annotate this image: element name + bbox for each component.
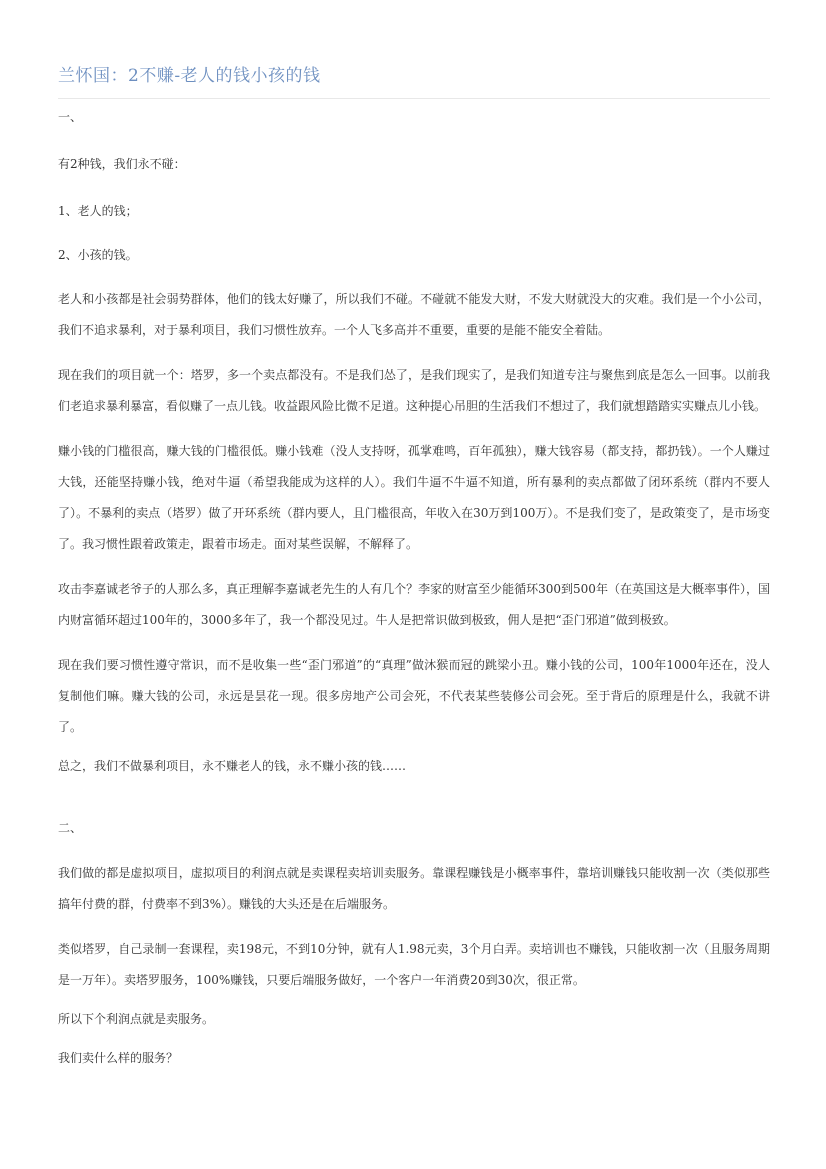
paragraph: 我们卖什么样的服务？: [58, 1051, 179, 1065]
paragraph: 我们做的都是虚拟项目，虚拟项目的利润点就是卖课程卖培训卖服务。靠课程赚钱是小概率事件，靠培训赚钱只能收割一次（类似那些搞年付费的群，付费率不到3%）。赚钱的大头还是在后端服务。: [58, 866, 770, 911]
paragraph: 赚小钱的门槛很高，赚大钱的门槛很低。赚小钱难（没人支持呀，孤掌难鸣，百年孤独），赚大钱容易（都支持，都扔钱）。一个人赚过大钱，还能坚持赚小钱，绝对牛逼（希望我能成为这样的人）。我们牛逼不牛逼不知道，所有暴利的卖点都做了闭环系统（群内不要人了）。不暴利的卖点（塔罗）做了开环系统（群内要人，且门槛很高，年收入在30万到100万）。不是我们变了，是政策变了，是市场变了。我习惯性跟着政策走，跟着市场走。面对某些误解，不解释了。: [58, 444, 770, 551]
paragraph: 现在我们要习惯性遵守常识，而不是收集一些“歪门邪道”的“真理”做沐猴而冠的跳梁小丑。赚小钱的公司，100年1000年还在，没人复制他们嘛。赚大钱的公司，永远是昙花一现。很多房地产公司会死，不代表某些装修公司会死。至于背后的原理是什么，我就不讲了。: [58, 658, 770, 734]
document-page: [58, 0, 770, 1074]
paragraph: 类似塔罗，自己录制一套课程，卖198元，不到10分钟，就有人1.98元卖，3个月白弄。卖培训也不赚钱，只能收割一次（且服务周期是一万年）。卖塔罗服务，100%赚钱，只要后端服务做好，一个客户一年消费20到30次，很正常。: [58, 942, 770, 987]
paragraph: 攻击李嘉诚老爷子的人那么多，真正理解李嘉诚老先生的人有几个？李家的财富至少能循环300到500年（在英国这是大概率事件），国内财富循环超过100年的，3000多年了，我一个都没见过。牛人是把常识做到极致，佣人是把“歪门邪道”做到极致。: [58, 582, 770, 627]
list-item: 1、老人的钱；: [58, 204, 138, 218]
paragraph: 现在我们的项目就一个：塔罗，多一个卖点都没有。不是我们怂了，是我们现实了，是我们知道专注与聚焦到底是怎么一回事。以前我们老追求暴利暴富，看似赚了一点儿钱。收益跟风险比微不足道。这种提心吊胆的生活我们不想过了，我们就想踏踏实实赚点儿小钱。: [58, 368, 770, 413]
list-item: 2、小孩的钱。: [58, 248, 138, 262]
paragraph: 所以下个利润点就是卖服务。: [58, 1012, 215, 1026]
section-heading-one: 一、: [58, 110, 83, 124]
section-heading-two: 二、: [58, 821, 83, 835]
paragraph: 有2种钱，我们永不碰：: [58, 157, 186, 171]
paragraph: 老人和小孩都是社会弱势群体，他们的钱太好赚了，所以我们不碰。不碰就不能发大财，不发大财就没大的灾难。我们是一个小公司，我们不追求暴利，对于暴利项目，我们习惯性放弃。一个人飞多高并不重要，重要的是能不能安全着陆。: [58, 292, 770, 337]
title-divider: [58, 98, 770, 99]
paragraph: 总之，我们不做暴利项目，永不赚老人的钱，永不赚小孩的钱……: [58, 759, 407, 773]
article-title: 兰怀国：2不赚-老人的钱小孩的钱: [58, 66, 321, 86]
